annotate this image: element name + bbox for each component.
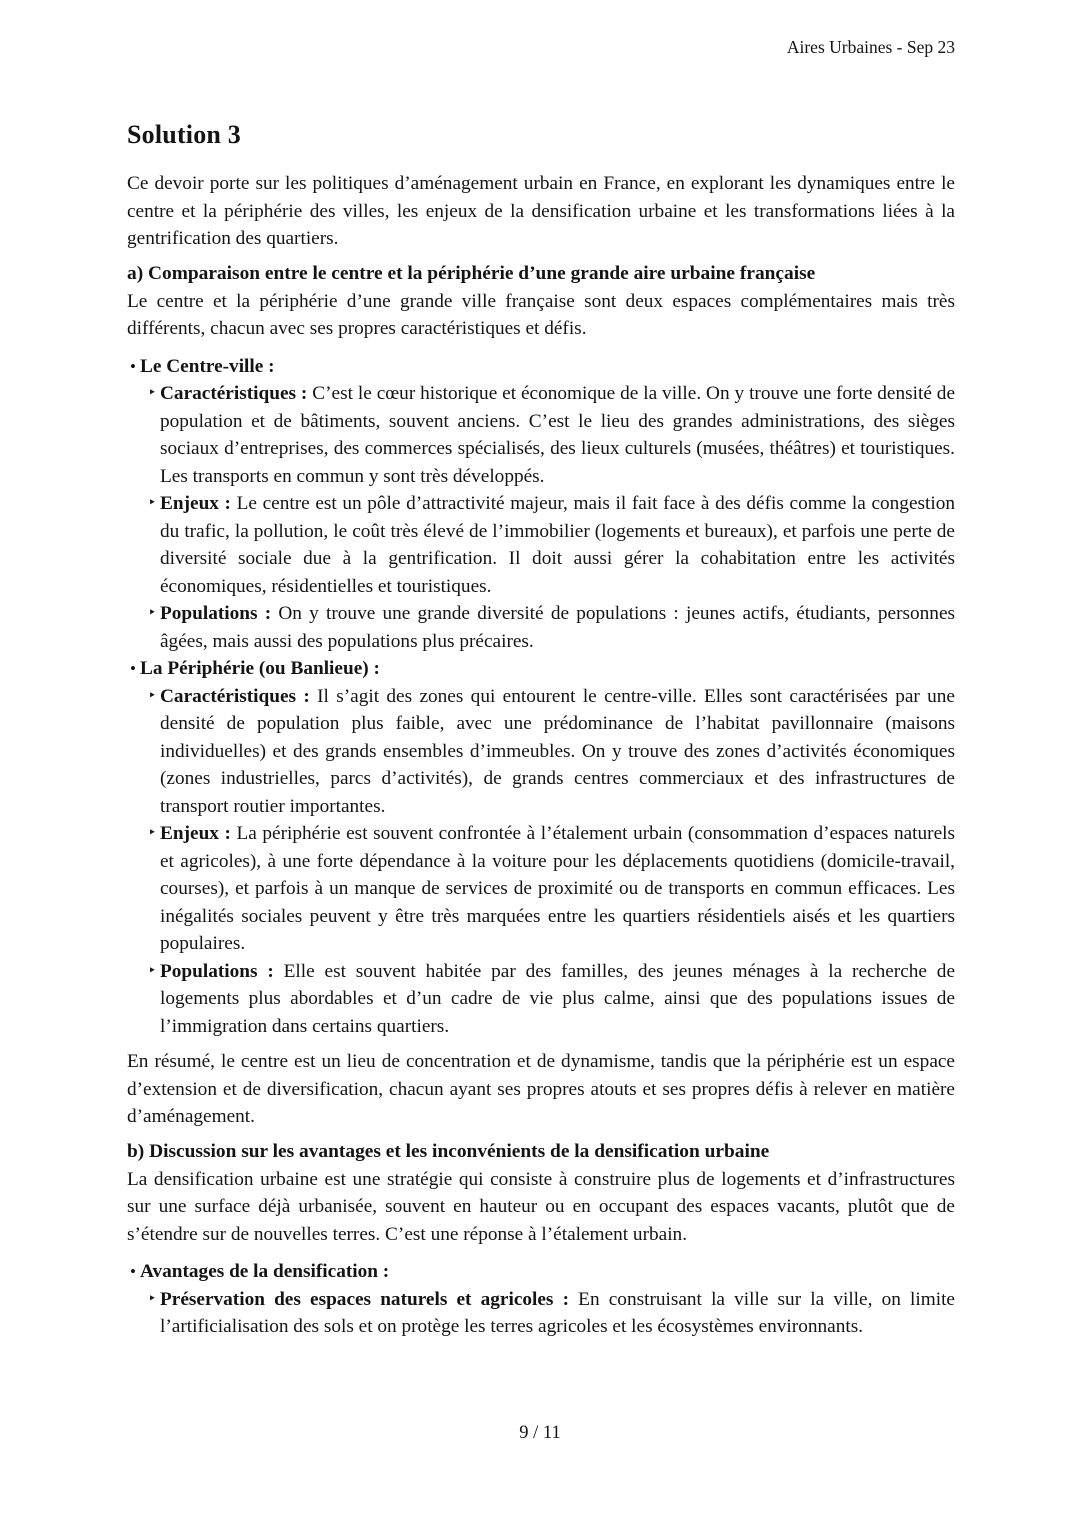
- sub-list-item-body: La périphérie est souvent confrontée à l’étalement urbain (consommation d’espaces naturels et agricoles), à une forte dépendance à la voiture pour les déplacements quotidiens (domicile-travail, courses), et parfois à un manque de services de proximité ou de transports en commun efficaces. Les inégalités sociales peuvent y être très marquées entre les quartiers résidentiels aisés et les quartiers populaires.: [160, 823, 955, 954]
- sub-list-item-label: Populations :: [160, 603, 272, 624]
- sub-list-item-label: Enjeux :: [160, 823, 231, 844]
- sub-list-item-body: C’est le cœur historique et économique de la ville. On y trouve une forte densité de population et de bâtiments, souvent anciens. C’est le lieu des grandes administrations, des sièges sociaux d’entreprises, des commerces spécialisés, des lieux culturels (musées, théâtres) et touristiques. Les transports en commun y sont très développés.: [160, 383, 956, 487]
- intro-paragraph: Ce devoir porte sur les politiques d’aménagement urbain en France, en explorant les dynamiques entre le centre et la périphérie des villes, les enjeux de la densification urbaine et les transformations liées à la gentrification des quartiers.: [127, 173, 955, 249]
- sub-list-item-label: Populations :: [160, 960, 274, 982]
- sub-list-item-body: Elle est souvent habitée par des familles, des jeunes ménages à la recherche de logements plus abordables et d’un cadre de vie plus calme, ainsi que des populations issues de l’immigration dans certains quartiers.: [160, 960, 955, 1037]
- sub-list-item-text: [160, 683, 955, 821]
- sub-list-item: [127, 683, 955, 821]
- sub-list-item: [127, 380, 955, 490]
- sub-list-item: [127, 490, 955, 600]
- document-content: [127, 0, 955, 1341]
- bullet-icon: •: [130, 356, 136, 376]
- section-a-list: [127, 353, 955, 1041]
- sub-list-item: [127, 958, 955, 1041]
- section-b-heading: b) Discussion sur les avantages et les inconvénients de la densification urbaine: [127, 1141, 770, 1162]
- sub-list-item-text: [160, 958, 955, 1041]
- section-b-lead: La densification urbaine est une stratégie qui consiste à construire plus de logements et d’infrastructures sur une surface déjà urbanisée, souvent en hauteur ou en occupant des espaces vacants, plutôt que de s’étendre sur de nouvelles terres. C’est une réponse à l’étalement urbain.: [127, 1168, 955, 1245]
- sub-list-item-body: En construisant la ville sur la ville, on limite l’artificialisation des sols et on protège les terres agricoles et les écosystèmes environnants.: [160, 1288, 955, 1337]
- sub-list-item-text: [160, 380, 955, 490]
- section-a-lead: Le centre et la périphérie d’une grande ville française sont deux espaces complémentaires mais très différents, chacun avec ses propres caractéristiques et défis.: [127, 290, 955, 339]
- page-title: Solution 3: [127, 120, 241, 149]
- sub-list-item-text: [160, 1286, 955, 1341]
- sub-list-item-body: Il s’agit des zones qui entourent le centre-ville. Elles sont caractérisées par une densité de population plus faible, avec une prédominance de l’habitat pavillonnaire (maisons individuelles) et des grands ensembles d’immeubles. On y trouve des zones d’activités économiques (zones industrielles, parcs d’activités), de grands centres commerciaux et des infrastructures de transport routier importantes.: [160, 685, 955, 817]
- triangle-bullet-icon: ‣: [148, 1291, 157, 1307]
- page-number: 9 / 11: [519, 1423, 561, 1443]
- list-item: [127, 655, 955, 683]
- sub-list-item-label: Caractéristiques :: [160, 685, 310, 707]
- list-item-label: Avantages de la densification :: [140, 1261, 390, 1282]
- sub-list-item: [127, 600, 955, 655]
- triangle-bullet-icon: ‣: [148, 963, 157, 979]
- sub-list-item-text: [160, 600, 955, 655]
- triangle-bullet-icon: ‣: [148, 386, 157, 401]
- page-footer: [0, 1421, 1080, 1445]
- bullet-icon: •: [130, 659, 136, 678]
- triangle-bullet-icon: ‣: [148, 496, 157, 511]
- sub-list-item-body: Le centre est un pôle d’attractivité majeur, mais il fait face à des défis comme la congestion du trafic, la pollution, le coût très élevé de l’immobilier (logements et bureaux), et parfois une perte de diversité sociale due à la gentrification. Il doit aussi gérer la cohabitation entre les activités économiques, résidentielles et touristiques.: [160, 493, 955, 597]
- triangle-bullet-icon: ‣: [148, 606, 157, 621]
- sub-list-item: [127, 1286, 955, 1341]
- list-item-label: La Périphérie (ou Banlieue) :: [140, 658, 380, 679]
- list-item-text: [140, 1258, 955, 1286]
- sub-list-item-text: [160, 490, 955, 600]
- sub-list-item-label: Préservation des espaces naturels et agricoles :: [160, 1288, 570, 1310]
- list-item-text: [140, 655, 955, 683]
- sub-list-item-label: Enjeux :: [160, 493, 231, 514]
- triangle-bullet-icon: ‣: [148, 826, 157, 841]
- section-b-list: [127, 1258, 955, 1341]
- header-course-label: Aires Urbaines - Sep 23: [786, 37, 955, 57]
- section-a-summary: En résumé, le centre est un lieu de concentration et de dynamisme, tandis que la périphérie est un espace d’extension et de diversification, chacun ayant ses propres atouts et ses propres défis à relever en matière d’aménagement.: [127, 1051, 955, 1127]
- bullet-icon: •: [130, 1262, 136, 1281]
- sub-list-item-label: Caractéristiques :: [160, 383, 308, 404]
- list-item-label: Le Centre-ville :: [140, 355, 275, 377]
- sub-list-item-text: [160, 820, 955, 958]
- list-item-text: [140, 353, 955, 381]
- sub-list-item: [127, 820, 955, 958]
- sub-list-item-body: On y trouve une grande diversité de populations : jeunes actifs, étudiants, personnes âgées, mais aussi des populations plus précaires.: [160, 603, 956, 652]
- list-item: [127, 353, 955, 381]
- section-a-heading: a) Comparaison entre le centre et la périphérie d’une grande aire urbaine française: [127, 263, 816, 284]
- triangle-bullet-icon: ‣: [148, 688, 157, 704]
- list-item: [127, 1258, 955, 1286]
